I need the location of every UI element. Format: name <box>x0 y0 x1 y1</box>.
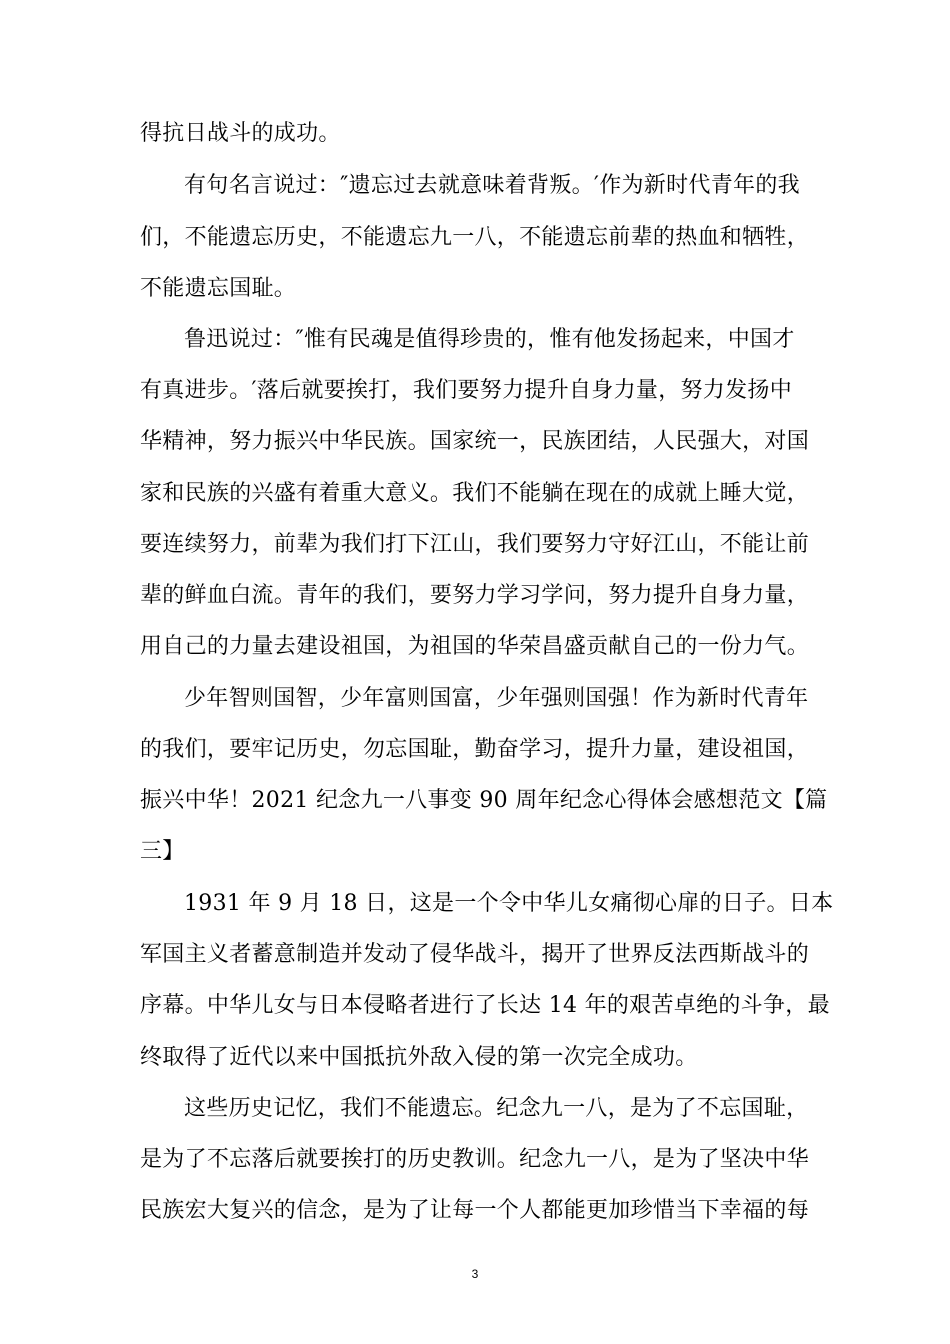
text-line: 华精神，努力振兴中华民族。国家统一，民族团结，人民强大，对国 <box>140 429 810 454</box>
text-line: 有句名言说过：″遗忘过去就意味着背叛。′作为新时代青年的我 <box>184 173 800 198</box>
text-line: 序幕。中华儿女与日本侵略者进行了长达 14 年的艰苦卓绝的斗争，最 <box>140 993 830 1018</box>
text-line: 振兴中华！2021 纪念九一八事变 90 周年纪念心得体会感想范文【篇 <box>140 788 828 813</box>
text-line: 辈的鲜血白流。青年的我们，要努力学习学问，努力提升自身力量， <box>140 583 810 608</box>
page-number: 3 <box>471 1267 479 1281</box>
text-line: 得抗日战斗的成功。 <box>140 121 341 146</box>
text-line: 用自己的力量去建设祖国，为祖国的华荣昌盛贡献自己的一份力气。 <box>140 634 810 659</box>
text-line: 民族宏大复兴的信念，是为了让每一个人都能更加珍惜当下幸福的每 <box>140 1198 810 1223</box>
text-line: 家和民族的兴盛有着重大意义。我们不能躺在现在的成就上睡大觉， <box>140 481 810 506</box>
text-line: 军国主义者蓄意制造并发动了侵华战斗，揭开了世界反法西斯战斗的 <box>140 942 810 967</box>
text-line: 鲁迅说过：″惟有民魂是值得珍贵的，惟有他发扬起来，中国才 <box>184 327 795 352</box>
text-line: 不能遗忘国耻。 <box>140 276 297 301</box>
text-line: 要连续努力，前辈为我们打下江山，我们要努力守好江山，不能让前 <box>140 532 810 557</box>
text-line: 三】 <box>140 839 185 864</box>
text-line: 是为了不忘落后就要挨打的历史教训。纪念九一八，是为了坚决中华 <box>140 1147 810 1172</box>
text-line: 这些历史记忆，我们不能遗忘。纪念九一八，是为了不忘国耻， <box>184 1096 809 1121</box>
text-line: 的我们，要牢记历史，勿忘国耻，勤奋学习，提升力量，建设祖国， <box>140 737 810 762</box>
text-line: 1931 年 9 月 18 日，这是一个令中华儿女痛彻心扉的日子。日本 <box>184 891 834 916</box>
text-line: 们，不能遗忘历史，不能遗忘九一八，不能遗忘前辈的热血和牺牲， <box>140 225 810 250</box>
text-line: 终取得了近代以来中国抵抗外敌入侵的第一次完全成功。 <box>140 1045 698 1070</box>
text-line: 少年智则国智，少年富则国富，少年强则国强！作为新时代青年 <box>184 686 809 711</box>
text-line: 有真进步。′落后就要挨打，我们要努力提升自身力量，努力发扬中 <box>140 378 792 403</box>
